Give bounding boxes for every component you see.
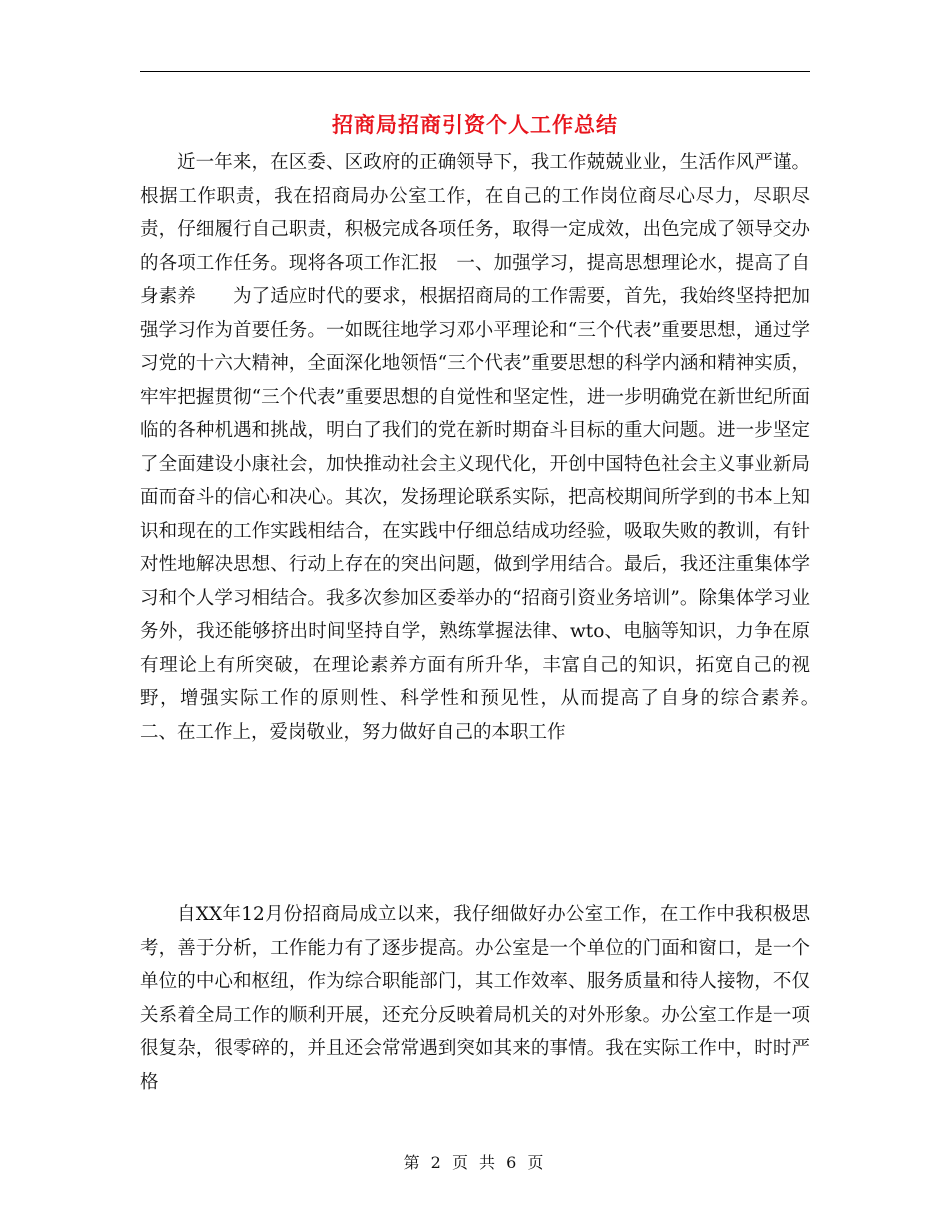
body-paragraph-2: 自XX年12月份招商局成立以来，我仔细做好办公室工作，在工作中我积极思考，善于分析，工作能力有了逐步提高。办公室是一个单位的门面和窗口，是一个单位的中心和枢纽，作为综合职能部门，其工作效率、服务质量和待人接物，不仅关系着全局工作的顺利开展，还充分反映着局机关的对外形象。办公室工作是一项很复杂，很零碎的，并且还会常常遇到突如其来的事情。我在实际工作中，时时严格 xyxy=(140,904,810,1093)
body-paragraph-1: 近一年来，在区委、区政府的正确领导下，我工作兢兢业业，生活作风严谨。根据工作职责，我在招商局办公室工作，在自己的工作岗位商尽心尽力，尽职尽责，仔细履行自己职责，积极完成各项任务，取得一定成效，出色完成了领导交办的各项工作任务。现将各项工作汇报 一、加强学习，提高思想理论水，提高了自身素养 为了适应时代的要求，根据招商局的工作需要，首先，我始终坚持把加强学习作为首要任务。一如既往地学习邓小平理论和“三个代表”重要思想，通过学习党的十六大精神，全面深化地领悟“三个代表”重要思想的科学内涵和精神实质，牢牢把握贯彻“三个代表”重要思想的自觉性和坚定性，进一步明确党在新世纪所面临的各种机遇和挑战，明白了我们的党在新时期奋斗目标的重大问题。进一步坚定了全面建设小康社会，加快推动社会主义现代化，开创中国特色社会主义事业新局面而奋斗的信心和决心。其次，发扬理论联系实际，把高校期间所学到的书本上知识和现在的工作实践相结合，在实践中仔细总结成功经验，吸取失败的教训，有针对性地解决思想、行动上存在的突出问题，做到学用结合。最后，我还注重集体学习和个人学习相结合。我多次参加区委举办的“招商引资业务培训”。除集体学习业务外，我还能够挤出时间坚持自学，熟练掌握法律、wto、电脑等知识，力争在原有理论上有所突破，在理论素养方面有所升华，丰富自己的知识，拓宽自己的视野，增强实际工作的原则性、科学性和预见性，从而提高了自身的综合素养。 二、在工作上，爱岗敬业，努力做好自己的本职工作 xyxy=(140,152,829,743)
document-title: 招商局招商引资个人工作总结 xyxy=(332,112,618,137)
header-rule xyxy=(140,71,810,72)
page-number-footer: 第 2 页 共 6 页 xyxy=(403,1153,547,1172)
